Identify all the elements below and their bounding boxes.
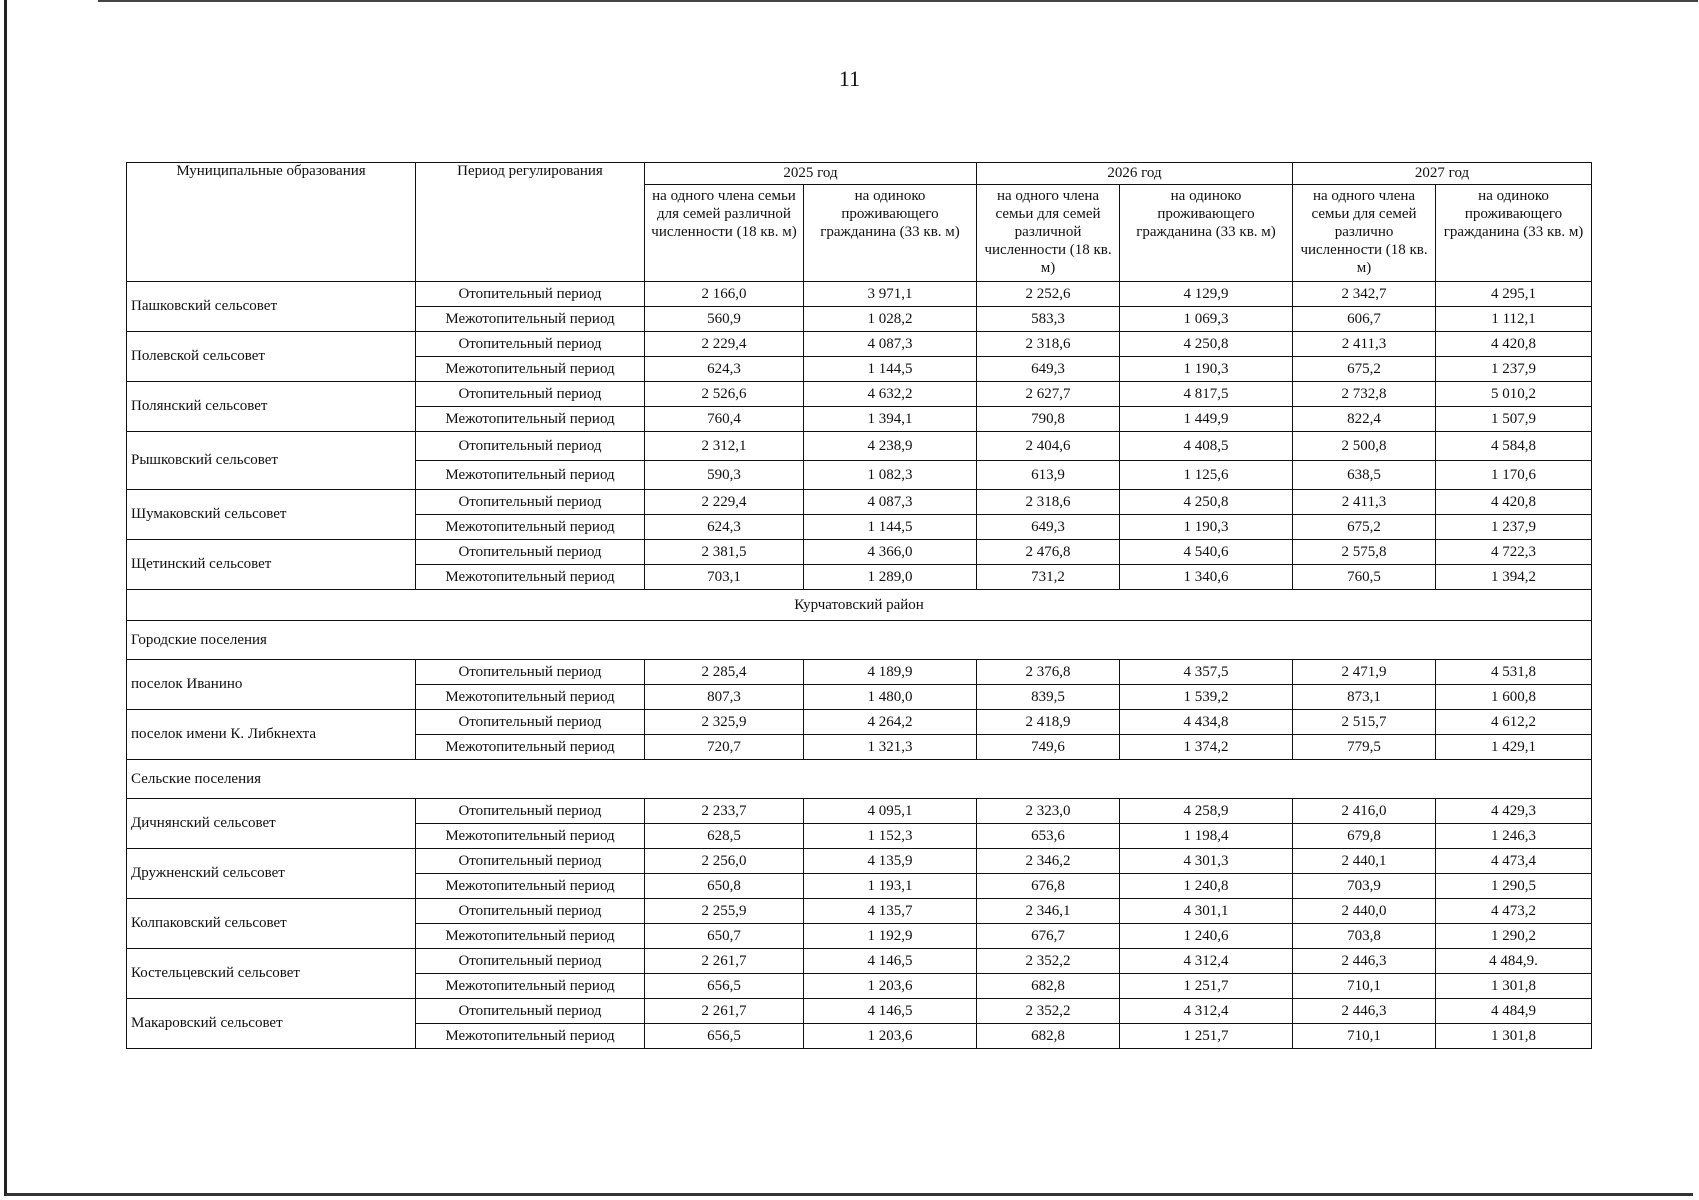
- value-cell: 2 346,2: [977, 849, 1120, 874]
- municipality-name: Дичнянский сельсовет: [127, 799, 416, 849]
- table-row: [127, 849, 1592, 874]
- value-cell: 2 318,6: [977, 490, 1120, 515]
- value-cell: 1 203,6: [804, 974, 977, 999]
- value-cell: 4 484,9.: [1436, 949, 1592, 974]
- table-row: [127, 490, 1592, 515]
- municipality-name: Дружненский сельсовет: [127, 849, 416, 899]
- value-cell: 1 237,9: [1436, 515, 1592, 540]
- header-sub-family: на одного члена семьи для семей различной численности (18 кв. м): [977, 185, 1120, 282]
- value-cell: 779,5: [1293, 735, 1436, 760]
- value-cell: 4 531,8: [1436, 660, 1592, 685]
- period-label: Межотопительный период: [416, 565, 645, 590]
- table-row: [127, 540, 1592, 565]
- period-label: Межотопительный период: [416, 1024, 645, 1049]
- table-row: [127, 710, 1592, 735]
- value-cell: 1 429,1: [1436, 735, 1592, 760]
- value-cell: 4 612,2: [1436, 710, 1592, 735]
- value-cell: 1 190,3: [1120, 357, 1293, 382]
- period-label: Отопительный период: [416, 660, 645, 685]
- value-cell: 613,9: [977, 461, 1120, 490]
- value-cell: 1 251,7: [1120, 974, 1293, 999]
- value-cell: 4 540,6: [1120, 540, 1293, 565]
- value-cell: 653,6: [977, 824, 1120, 849]
- value-cell: 1 028,2: [804, 307, 977, 332]
- value-cell: 4 250,8: [1120, 490, 1293, 515]
- value-cell: 703,8: [1293, 924, 1436, 949]
- table-row: [127, 949, 1592, 974]
- value-cell: 2 500,8: [1293, 432, 1436, 461]
- value-cell: 710,1: [1293, 974, 1436, 999]
- value-cell: 2 261,7: [645, 949, 804, 974]
- value-cell: 1 480,0: [804, 685, 977, 710]
- period-label: Межотопительный период: [416, 824, 645, 849]
- value-cell: 2 346,1: [977, 899, 1120, 924]
- municipality-name: Колпаковский сельсовет: [127, 899, 416, 949]
- table-row: [127, 590, 1592, 621]
- value-cell: 4 146,5: [804, 999, 977, 1024]
- header-sub-single: на одиноко проживающего гражданина (33 кв. м): [804, 185, 977, 282]
- value-cell: 4 095,1: [804, 799, 977, 824]
- value-cell: 1 507,9: [1436, 407, 1592, 432]
- table-row: [127, 382, 1592, 407]
- value-cell: 1 394,2: [1436, 565, 1592, 590]
- value-cell: 4 087,3: [804, 490, 977, 515]
- value-cell: 703,9: [1293, 874, 1436, 899]
- period-label: Отопительный период: [416, 332, 645, 357]
- value-cell: 2 381,5: [645, 540, 804, 565]
- value-cell: 2 515,7: [1293, 710, 1436, 735]
- header-sub-single: на одиноко проживающего гражданина (33 кв. м): [1120, 185, 1293, 282]
- table-row: [127, 621, 1592, 660]
- value-cell: 649,3: [977, 515, 1120, 540]
- period-label: Межотопительный период: [416, 735, 645, 760]
- value-cell: 656,5: [645, 1024, 804, 1049]
- table-row: [127, 999, 1592, 1024]
- municipality-name: Полевской сельсовет: [127, 332, 416, 382]
- value-cell: 720,7: [645, 735, 804, 760]
- municipality-name: поселок имени К. Либкнехта: [127, 710, 416, 760]
- value-cell: 2 323,0: [977, 799, 1120, 824]
- value-cell: 1 144,5: [804, 515, 977, 540]
- value-cell: 2 732,8: [1293, 382, 1436, 407]
- value-cell: 2 446,3: [1293, 949, 1436, 974]
- value-cell: 4 146,5: [804, 949, 977, 974]
- top-rule: [98, 0, 1698, 2]
- value-cell: 1 539,2: [1120, 685, 1293, 710]
- value-cell: 4 366,0: [804, 540, 977, 565]
- municipality-name: Щетинский сельсовет: [127, 540, 416, 590]
- period-label: Межотопительный период: [416, 357, 645, 382]
- value-cell: 790,8: [977, 407, 1120, 432]
- period-label: Межотопительный период: [416, 461, 645, 490]
- value-cell: 2 166,0: [645, 282, 804, 307]
- value-cell: 2 446,3: [1293, 999, 1436, 1024]
- value-cell: 2 233,7: [645, 799, 804, 824]
- header-year-2025: 2025 год: [645, 163, 977, 185]
- value-cell: 4 484,9: [1436, 999, 1592, 1024]
- table-row: [127, 799, 1592, 824]
- value-cell: 4 312,4: [1120, 949, 1293, 974]
- value-cell: 1 240,6: [1120, 924, 1293, 949]
- table-row: [127, 760, 1592, 799]
- period-label: Межотопительный период: [416, 307, 645, 332]
- value-cell: 4 429,3: [1436, 799, 1592, 824]
- value-cell: 4 473,2: [1436, 899, 1592, 924]
- value-cell: 710,1: [1293, 1024, 1436, 1049]
- value-cell: 1 190,3: [1120, 515, 1293, 540]
- value-cell: 1 301,8: [1436, 974, 1592, 999]
- period-label: Отопительный период: [416, 490, 645, 515]
- tariff-table: [126, 162, 1592, 1049]
- value-cell: 583,3: [977, 307, 1120, 332]
- group-heading: Сельские поселения: [127, 760, 1592, 799]
- value-cell: 839,5: [977, 685, 1120, 710]
- value-cell: 679,8: [1293, 824, 1436, 849]
- period-label: Межотопительный период: [416, 685, 645, 710]
- municipality-name: Полянский сельсовет: [127, 382, 416, 432]
- value-cell: 749,6: [977, 735, 1120, 760]
- value-cell: 2 252,6: [977, 282, 1120, 307]
- value-cell: 1 289,0: [804, 565, 977, 590]
- value-cell: 807,3: [645, 685, 804, 710]
- municipality-name: Рышковский сельсовет: [127, 432, 416, 490]
- value-cell: 4 264,2: [804, 710, 977, 735]
- value-cell: 624,3: [645, 515, 804, 540]
- header-year-2027: 2027 год: [1293, 163, 1592, 185]
- value-cell: 1 340,6: [1120, 565, 1293, 590]
- value-cell: 1 394,1: [804, 407, 977, 432]
- value-cell: 650,8: [645, 874, 804, 899]
- value-cell: 703,1: [645, 565, 804, 590]
- value-cell: 4 258,9: [1120, 799, 1293, 824]
- municipality-name: Макаровский сельсовет: [127, 999, 416, 1049]
- value-cell: 2 318,6: [977, 332, 1120, 357]
- table-row: [127, 332, 1592, 357]
- value-cell: 760,5: [1293, 565, 1436, 590]
- value-cell: 1 237,9: [1436, 357, 1592, 382]
- value-cell: 4 250,8: [1120, 332, 1293, 357]
- value-cell: 676,8: [977, 874, 1120, 899]
- value-cell: 2 255,9: [645, 899, 804, 924]
- value-cell: 2 627,7: [977, 382, 1120, 407]
- value-cell: 560,9: [645, 307, 804, 332]
- value-cell: 4 434,8: [1120, 710, 1293, 735]
- value-cell: 2 476,8: [977, 540, 1120, 565]
- value-cell: 628,5: [645, 824, 804, 849]
- table-row: [127, 660, 1592, 685]
- value-cell: 2 440,0: [1293, 899, 1436, 924]
- value-cell: 1 246,3: [1436, 824, 1592, 849]
- period-label: Межотопительный период: [416, 515, 645, 540]
- value-cell: 4 087,3: [804, 332, 977, 357]
- value-cell: 2 411,3: [1293, 490, 1436, 515]
- value-cell: 2 229,4: [645, 490, 804, 515]
- value-cell: 1 152,3: [804, 824, 977, 849]
- header-period: Период регулирования: [416, 163, 645, 282]
- value-cell: 4 817,5: [1120, 382, 1293, 407]
- value-cell: 1 374,2: [1120, 735, 1293, 760]
- value-cell: 638,5: [1293, 461, 1436, 490]
- period-label: Отопительный период: [416, 282, 645, 307]
- value-cell: 1 240,8: [1120, 874, 1293, 899]
- value-cell: 624,3: [645, 357, 804, 382]
- period-label: Отопительный период: [416, 899, 645, 924]
- period-label: Межотопительный период: [416, 407, 645, 432]
- value-cell: 2 261,7: [645, 999, 804, 1024]
- value-cell: 873,1: [1293, 685, 1436, 710]
- value-cell: 1 125,6: [1120, 461, 1293, 490]
- value-cell: 4 301,1: [1120, 899, 1293, 924]
- value-cell: 1 290,2: [1436, 924, 1592, 949]
- value-cell: 4 301,3: [1120, 849, 1293, 874]
- municipality-name: Шумаковский сельсовет: [127, 490, 416, 540]
- value-cell: 2 471,9: [1293, 660, 1436, 685]
- value-cell: 1 449,9: [1120, 407, 1293, 432]
- group-heading: Городские поселения: [127, 621, 1592, 660]
- value-cell: 4 189,9: [804, 660, 977, 685]
- value-cell: 4 420,8: [1436, 332, 1592, 357]
- value-cell: 4 420,8: [1436, 490, 1592, 515]
- value-cell: 2 352,2: [977, 949, 1120, 974]
- value-cell: 1 301,8: [1436, 1024, 1592, 1049]
- value-cell: 4 238,9: [804, 432, 977, 461]
- value-cell: 760,4: [645, 407, 804, 432]
- value-cell: 2 418,9: [977, 710, 1120, 735]
- period-label: Отопительный период: [416, 949, 645, 974]
- value-cell: 1 251,7: [1120, 1024, 1293, 1049]
- period-label: Отопительный период: [416, 799, 645, 824]
- page-number: 11: [838, 66, 861, 91]
- value-cell: 2 416,0: [1293, 799, 1436, 824]
- value-cell: 4 129,9: [1120, 282, 1293, 307]
- value-cell: 2 404,6: [977, 432, 1120, 461]
- municipality-name: поселок Иванино: [127, 660, 416, 710]
- value-cell: 4 295,1: [1436, 282, 1592, 307]
- value-cell: 1 290,5: [1436, 874, 1592, 899]
- period-label: Межотопительный период: [416, 874, 645, 899]
- period-label: Отопительный период: [416, 382, 645, 407]
- table-body: [127, 282, 1592, 1049]
- period-label: Отопительный период: [416, 540, 645, 565]
- value-cell: 2 411,3: [1293, 332, 1436, 357]
- district-heading: Курчатовский район: [127, 590, 1592, 621]
- municipality-name: Пашковский сельсовет: [127, 282, 416, 332]
- value-cell: 1 192,9: [804, 924, 977, 949]
- value-cell: 1 144,5: [804, 357, 977, 382]
- value-cell: 2 342,7: [1293, 282, 1436, 307]
- value-cell: 2 526,6: [645, 382, 804, 407]
- value-cell: 1 069,3: [1120, 307, 1293, 332]
- period-label: Межотопительный период: [416, 974, 645, 999]
- value-cell: 4 632,2: [804, 382, 977, 407]
- value-cell: 2 312,1: [645, 432, 804, 461]
- value-cell: 1 203,6: [804, 1024, 977, 1049]
- table-row: [127, 432, 1592, 461]
- municipality-name: Костельцевский сельсовет: [127, 949, 416, 999]
- value-cell: 2 256,0: [645, 849, 804, 874]
- value-cell: 1 600,8: [1436, 685, 1592, 710]
- value-cell: 2 325,9: [645, 710, 804, 735]
- value-cell: 4 584,8: [1436, 432, 1592, 461]
- value-cell: 675,2: [1293, 515, 1436, 540]
- header-municipality: Муниципальные образования: [127, 163, 416, 282]
- value-cell: 4 312,4: [1120, 999, 1293, 1024]
- value-cell: 2 440,1: [1293, 849, 1436, 874]
- value-cell: 731,2: [977, 565, 1120, 590]
- header-sub-family: на одного члена семьи для семей различно численности (18 кв. м): [1293, 185, 1436, 282]
- value-cell: 2 285,4: [645, 660, 804, 685]
- value-cell: 656,5: [645, 974, 804, 999]
- table-row: [127, 282, 1592, 307]
- value-cell: 649,3: [977, 357, 1120, 382]
- value-cell: 822,4: [1293, 407, 1436, 432]
- value-cell: 1 112,1: [1436, 307, 1592, 332]
- value-cell: 2 352,2: [977, 999, 1120, 1024]
- value-cell: 590,3: [645, 461, 804, 490]
- value-cell: 2 229,4: [645, 332, 804, 357]
- header-sub-single: на одиноко проживающего гражданина (33 кв. м): [1436, 185, 1592, 282]
- table-row: [127, 899, 1592, 924]
- period-label: Межотопительный период: [416, 924, 645, 949]
- value-cell: 1 198,4: [1120, 824, 1293, 849]
- value-cell: 606,7: [1293, 307, 1436, 332]
- value-cell: 3 971,1: [804, 282, 977, 307]
- value-cell: 1 082,3: [804, 461, 977, 490]
- value-cell: 4 408,5: [1120, 432, 1293, 461]
- period-label: Отопительный период: [416, 849, 645, 874]
- header-sub-family: на одного члена семьи для семей различной численности (18 кв. м): [645, 185, 804, 282]
- value-cell: 1 321,3: [804, 735, 977, 760]
- value-cell: 4 357,5: [1120, 660, 1293, 685]
- value-cell: 4 722,3: [1436, 540, 1592, 565]
- period-label: Отопительный период: [416, 710, 645, 735]
- value-cell: 2 376,8: [977, 660, 1120, 685]
- value-cell: 682,8: [977, 1024, 1120, 1049]
- value-cell: 676,7: [977, 924, 1120, 949]
- value-cell: 5 010,2: [1436, 382, 1592, 407]
- value-cell: 4 135,7: [804, 899, 977, 924]
- header-year-2026: 2026 год: [977, 163, 1293, 185]
- value-cell: 4 473,4: [1436, 849, 1592, 874]
- value-cell: 675,2: [1293, 357, 1436, 382]
- period-label: Отопительный период: [416, 999, 645, 1024]
- value-cell: 1 170,6: [1436, 461, 1592, 490]
- value-cell: 650,7: [645, 924, 804, 949]
- value-cell: 682,8: [977, 974, 1120, 999]
- value-cell: 2 575,8: [1293, 540, 1436, 565]
- period-label: Отопительный период: [416, 432, 645, 461]
- value-cell: 1 193,1: [804, 874, 977, 899]
- value-cell: 4 135,9: [804, 849, 977, 874]
